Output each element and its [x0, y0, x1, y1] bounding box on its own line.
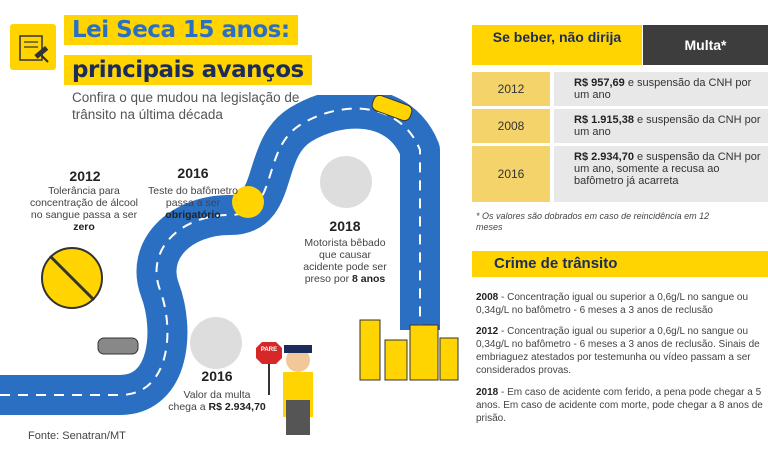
police-officer-icon: [283, 345, 313, 435]
subtitle: Confira o que mudou na legislação de trânsito na última década: [72, 90, 300, 122]
stop-sign-label: PARE: [260, 347, 278, 353]
event-2012-text: Tolerância para concentração de álcool no sangue passa a ser zero: [30, 185, 138, 233]
crime-item: 2012 - Concentração igual ou superior a 0,6g/L no sangue ou 0,34g/L no bafômetro - 6 meses a 3 anos de reclusão. Sinais de embriaguez atestados por testemunha ou vídeo passam a ser considerados provas.: [476, 326, 760, 376]
crash-icon: [320, 156, 372, 208]
event-2016a-text: Teste do bafômetro passa a ser obrigatório: [148, 185, 238, 221]
table-row-year: 2012: [472, 72, 550, 106]
event-2016a-year: 2016: [177, 165, 209, 181]
table-row-year: 2016: [472, 146, 550, 202]
gavel-logo-icon: [10, 24, 56, 70]
table-row-desc: R$ 957,69 e suspensão da CNH por um ano: [554, 72, 768, 106]
table-row-year: 2008: [472, 109, 550, 143]
event-2018-year: 2018: [329, 218, 361, 234]
gray-car-icon: [98, 338, 138, 354]
crime-item: 2018 - Em caso de acidente com ferido, a pena pode chegar a 5 anos. Em caso de acidente com morte, pode chegar a 8 anos de prisão.: [476, 387, 763, 424]
event-2018-text: Motorista bêbado que causar acidente pode ser preso por 8 anos: [303, 237, 387, 285]
title-line2: principais avanços: [64, 55, 312, 85]
event-2012-year: 2012: [69, 168, 101, 184]
table-footnote: * Os valores são dobrados em caso de reincidência em 12 meses: [476, 211, 710, 232]
title-line1: Lei Seca 15 anos:: [64, 15, 298, 45]
fine-document-icon: [190, 317, 242, 369]
event-2016b-text: Valor da multa chega a R$ 2.934,70: [168, 389, 266, 413]
source-note: Fonte: Senatran/MT: [28, 430, 126, 442]
table-header-right: Multa*: [643, 25, 768, 65]
table-header-left: Se beber, não dirija: [472, 25, 642, 65]
crime-header: Crime de trânsito: [472, 251, 768, 277]
road-illustration: [0, 95, 470, 435]
crime-item: 2008 - Concentração igual ou superior a 0,6g/L no sangue ou 0,34g/L no bafômetro - 6 meses a 3 anos de reclusão: [476, 292, 749, 316]
table-row-desc: R$ 1.915,38 e suspensão da CNH por um ano: [554, 109, 768, 143]
event-2016b-year: 2016: [201, 368, 233, 384]
table-row-desc: R$ 2.934,70 e suspensão da CNH por um ano, somente a recusa ao bafômetro já acarreta: [554, 146, 768, 202]
